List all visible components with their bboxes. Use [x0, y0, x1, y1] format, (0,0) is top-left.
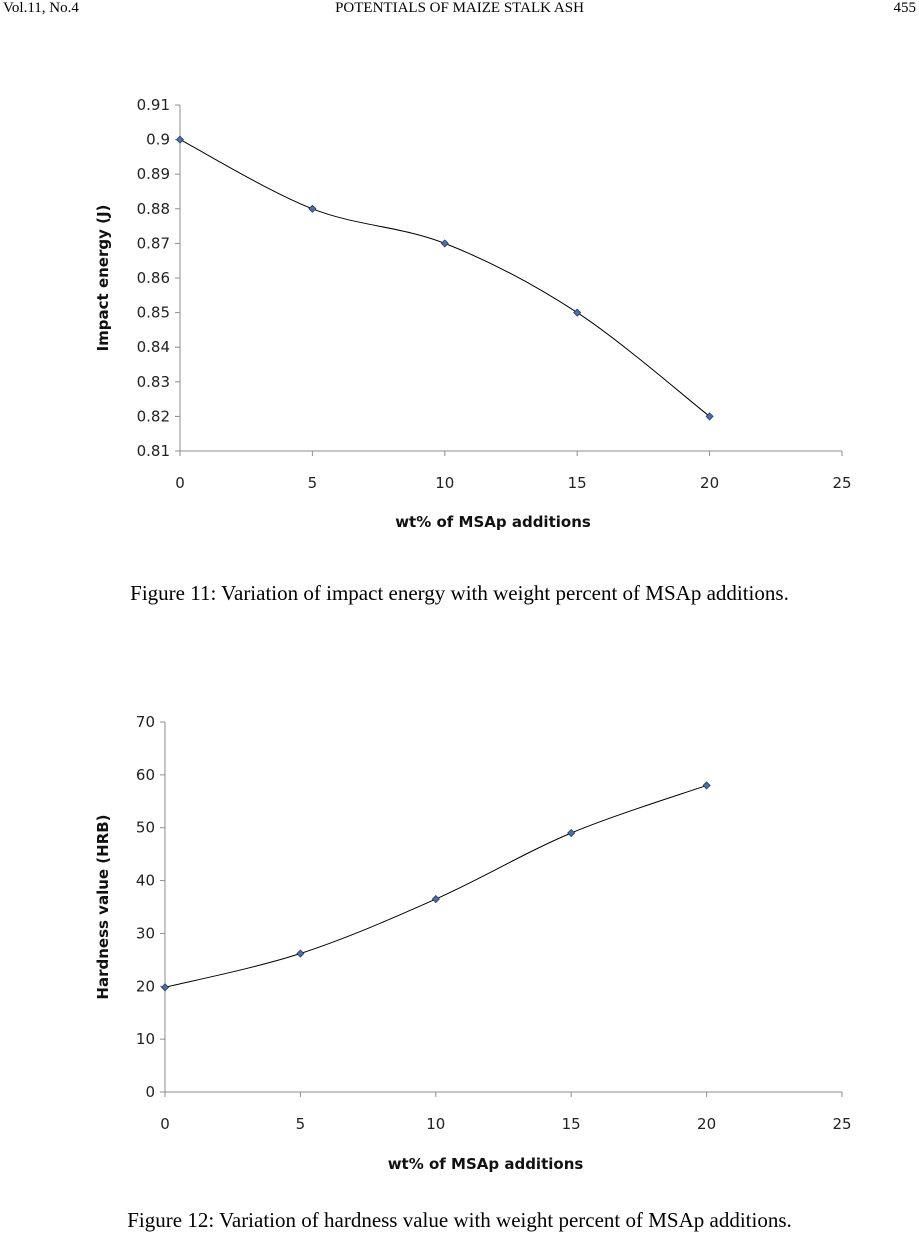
x-axis-title: wt% of MSAp additions — [387, 1155, 584, 1173]
y-tick-label: 0 — [145, 1083, 155, 1101]
impact-energy-chart — [0, 90, 919, 540]
y-tick-label: 0.82 — [136, 407, 170, 426]
figure-12-caption: Figure 12: Variation of hardness value with weight percent of MSAp additions. — [127, 1208, 792, 1232]
y-tick-label: 10 — [135, 1030, 155, 1049]
y-tick-label: 30 — [135, 924, 155, 943]
x-tick-label: 10 — [426, 1115, 446, 1133]
x-axis-title: wt% of MSAp additions — [395, 513, 591, 531]
data-point-marker — [568, 830, 575, 837]
y-tick-label: 0.9 — [146, 130, 170, 149]
y-tick-label: 60 — [135, 765, 155, 784]
y-axis-title: Hardness value (HRB) — [94, 814, 112, 1000]
x-tick-label: 20 — [700, 474, 720, 492]
data-point-marker — [177, 136, 184, 143]
x-tick-label: 0 — [160, 1115, 170, 1133]
data-point-marker — [432, 896, 439, 903]
y-tick-label: 0.84 — [136, 338, 170, 357]
x-tick-label: 5 — [295, 1115, 306, 1133]
data-point-marker — [162, 984, 169, 991]
y-tick-label: 0.85 — [136, 303, 170, 322]
x-tick-label: 5 — [307, 474, 318, 492]
x-tick-label: 0 — [175, 474, 185, 492]
series-line — [165, 785, 707, 987]
x-tick-label: 25 — [832, 1115, 852, 1133]
data-point-marker — [703, 782, 710, 789]
y-tick-label: 0.91 — [136, 96, 170, 114]
header-running-title: POTENTIALS OF MAIZE STALK ASH — [335, 0, 584, 16]
y-tick-label: 0.88 — [136, 199, 170, 218]
header-volume: Vol.11, No.4 — [3, 0, 79, 16]
series-line — [180, 140, 710, 417]
x-tick-label: 10 — [435, 474, 455, 492]
x-tick-label: 15 — [561, 1115, 581, 1133]
y-tick-label: 0.86 — [136, 269, 170, 287]
y-tick-label: 40 — [135, 871, 155, 890]
y-tick-label: 0.81 — [136, 442, 170, 460]
x-tick-label: 25 — [832, 474, 852, 492]
y-tick-label: 50 — [135, 818, 155, 837]
data-point-marker — [297, 950, 304, 957]
data-point-marker — [309, 205, 316, 212]
y-tick-label: 20 — [135, 977, 155, 996]
y-axis-title: Impact energy (J) — [94, 204, 112, 352]
y-tick-label: 70 — [135, 713, 155, 731]
x-tick-label: 15 — [567, 474, 587, 492]
x-tick-label: 20 — [697, 1115, 717, 1133]
figure-11-caption: Figure 11: Variation of impact energy with weight percent of MSAp additions. — [130, 581, 789, 605]
hardness-value-chart — [0, 705, 919, 1180]
data-point-marker — [441, 240, 448, 247]
y-tick-label: 0.87 — [136, 234, 170, 253]
y-tick-label: 0.83 — [136, 372, 170, 391]
y-tick-label: 0.89 — [136, 165, 170, 184]
header-page-number: 455 — [893, 0, 916, 16]
data-point-marker — [574, 309, 581, 316]
